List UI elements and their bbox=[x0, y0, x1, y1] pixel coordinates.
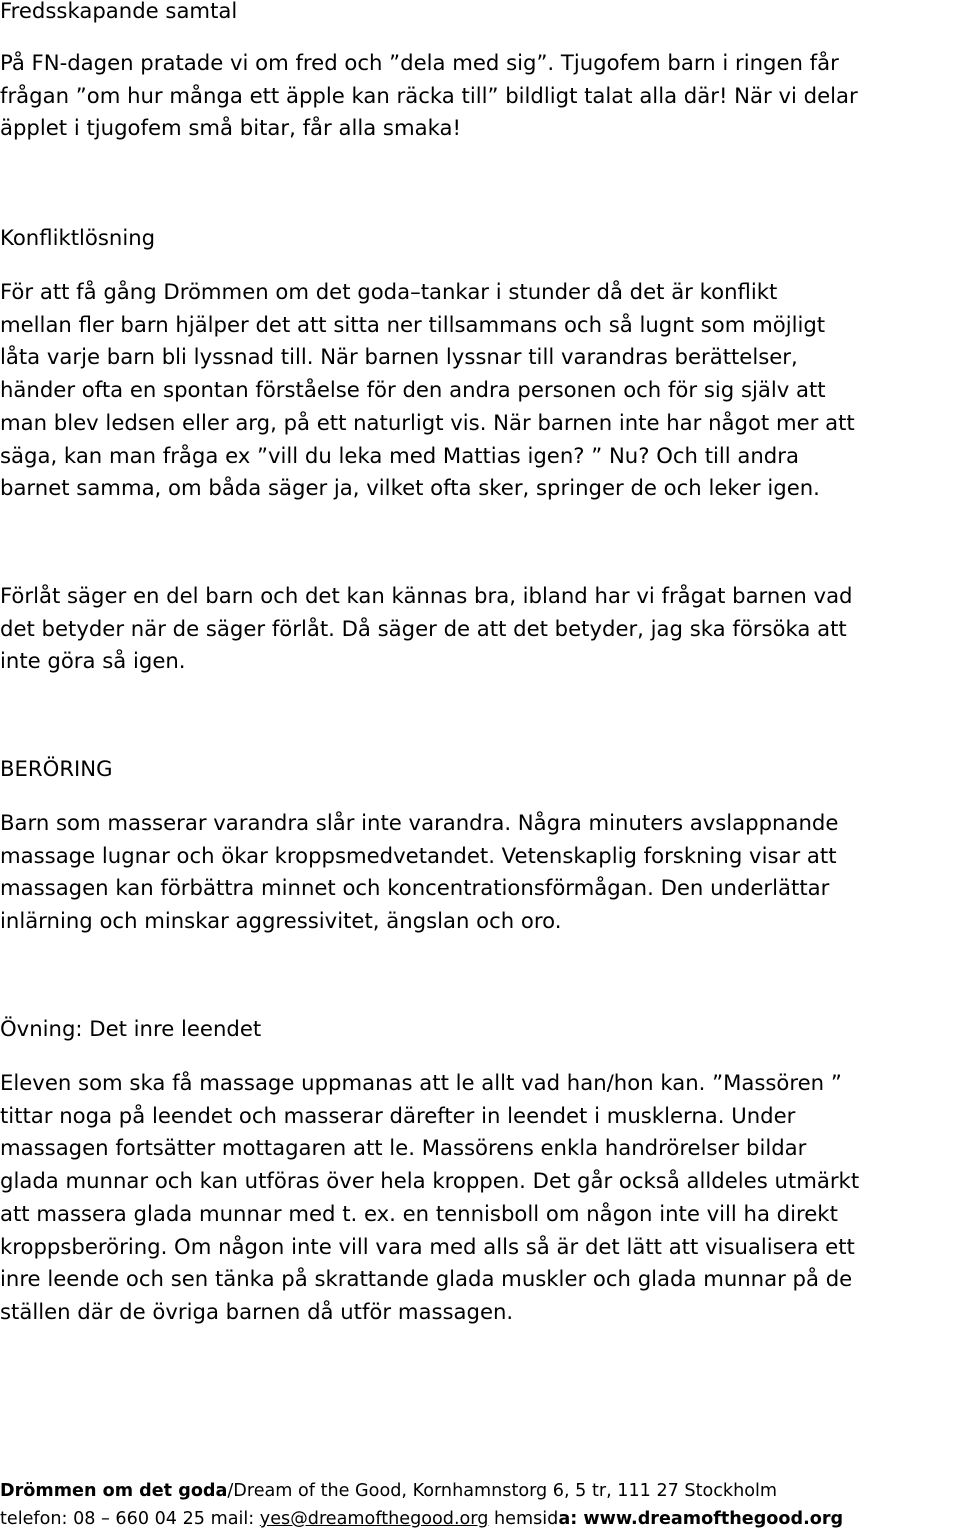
footer-address: /Dream of the Good, Kornhamnstorg 6, 5 tr, 111 27 Stockholm bbox=[227, 1481, 778, 1501]
footer-homepage-label-bold: a: bbox=[558, 1509, 584, 1529]
text-line: Barn som masserar varandra slår inte varandra. Några minuters avslappnande bbox=[0, 810, 839, 835]
text-line: inlärning och minskar aggressivitet, ängslan och oro. bbox=[0, 908, 562, 934]
paragraph-forlat bbox=[0, 580, 960, 678]
footer-address-line bbox=[0, 1477, 960, 1505]
text-line: glada munnar och kan utföras över hela kroppen. Det går också alldeles utmärkt bbox=[0, 1168, 860, 1194]
text-line: äpplet i tjugofem små bitar, får alla smaka! bbox=[0, 115, 461, 141]
text-line: barnet samma, om båda säger ja, vilket ofta sker, springer de och leker igen. bbox=[0, 475, 820, 501]
text-line: mellan fler barn hjälper det att sitta ner tillsammans och så lugnt som möjligt bbox=[0, 311, 826, 337]
paragraph-konfliktlosning bbox=[0, 276, 960, 505]
footer-email-link[interactable]: yes@dreamofthegood.org bbox=[259, 1509, 489, 1529]
text-line: För att få gång Drömmen om det goda–tankar i stunder då det är konflikt bbox=[0, 279, 778, 304]
text-line: massagen fortsätter mottagaren att le. Massörens enkla handrörelser bildar bbox=[0, 1135, 807, 1161]
text-line: På FN-dagen pratade vi om fred och ”dela med sig”. Tjugofem barn i ringen får bbox=[0, 50, 839, 75]
text-line: inre leende och sen tänka på skrattande glada muskler och glada munnar på de bbox=[0, 1266, 853, 1292]
text-line: tittar noga på leendet och masserar därefter in leendet i musklerna. Under bbox=[0, 1102, 796, 1128]
footer-homepage-label: hemsid bbox=[488, 1509, 559, 1529]
section-heading-fredsskapande-samtal: Fredsskapande samtal bbox=[0, 0, 238, 23]
section-heading-ovning-det-inre-leendet: Övning: Det inre leendet bbox=[0, 1016, 262, 1041]
paragraph-beroring bbox=[0, 807, 960, 938]
text-line: låta varje barn bli lyssnad till. När barnen lyssnar till varandras berättelser, bbox=[0, 344, 798, 370]
footer-website-link[interactable]: www.dreamofthegood.org bbox=[583, 1509, 844, 1529]
section-heading-konfliktlosning: Konfliktlösning bbox=[0, 225, 156, 250]
text-line: Förlåt säger en del barn och det kan kännas bra, ibland har vi frågat barnen vad bbox=[0, 583, 853, 608]
paragraph-fredsskapande-samtal bbox=[0, 47, 960, 145]
text-line: inte göra så igen. bbox=[0, 648, 186, 674]
text-line: Eleven som ska få massage uppmanas att le allt vad han/hon kan. ”Massören ” bbox=[0, 1070, 842, 1095]
section-heading-beroring: BERÖRING bbox=[0, 756, 113, 781]
paragraph-ovning bbox=[0, 1067, 960, 1329]
text-line: massage lugnar och ökar kroppsmedvetandet. Vetenskaplig forskning visar att bbox=[0, 842, 837, 868]
text-line: att massera glada munnar med t. ex. en tennisboll om någon inte vill ha direkt bbox=[0, 1200, 838, 1226]
footer-phone: telefon: 08 – 660 04 25 mail: bbox=[0, 1509, 260, 1529]
text-line: säga, kan man fråga ex ”vill du leka med Mattias igen? ” Nu? Och till andra bbox=[0, 442, 799, 468]
text-line: ställen där de övriga barnen då utför massagen. bbox=[0, 1298, 514, 1324]
footer-org-name: Drömmen om det goda bbox=[0, 1481, 228, 1501]
text-line: frågan ”om hur många ett äpple kan räcka till” bildligt talat alla där! När vi delar bbox=[0, 82, 858, 108]
footer-contact-line bbox=[0, 1505, 960, 1533]
text-line: det betyder när de säger förlåt. Då säger de att det betyder, jag ska försöka att bbox=[0, 615, 847, 641]
text-line: man blev ledsen eller arg, på ett naturligt vis. När barnen inte har något mer att bbox=[0, 409, 855, 435]
text-line: kroppsberöring. Om någon inte vill vara med alls så är det lätt att visualisera ett bbox=[0, 1233, 855, 1259]
footer bbox=[0, 1477, 960, 1533]
text-line: händer ofta en spontan förståelse för den andra personen och för sig själv att bbox=[0, 377, 826, 403]
text-line: massagen kan förbättra minnet och koncentrationsförmågan. Den underlättar bbox=[0, 875, 830, 901]
